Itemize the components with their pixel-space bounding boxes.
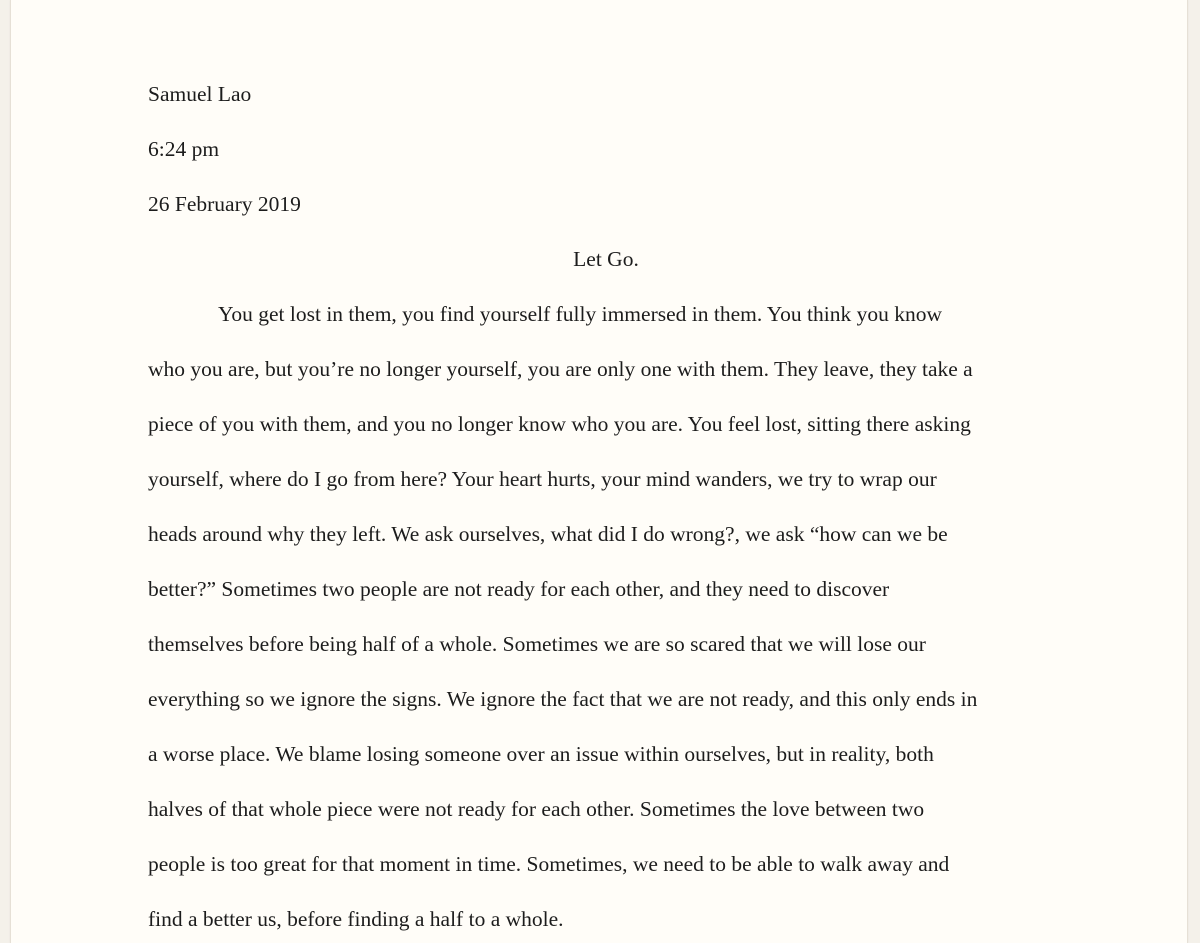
- body-line-10: halves of that whole piece were not ready for each other. Sometimes the love between two: [148, 797, 925, 821]
- essay-title: Let Go.: [573, 247, 639, 271]
- body-line-9: a worse place. We blame losing someone over an issue within ourselves, but in reality, both: [148, 742, 934, 766]
- body-line-4: yourself, where do I go from here? Your heart hurts, your mind wanders, we try to wrap our: [148, 467, 937, 491]
- time-line: 6:24 pm: [148, 137, 220, 161]
- body-line-6: better?” Sometimes two people are not ready for each other, and they need to discover: [148, 577, 890, 601]
- author-name: Samuel Lao: [148, 82, 252, 106]
- body-line-11: people is too great for that moment in time. Sometimes, we need to be able to walk away and: [148, 852, 950, 876]
- body-line-12: find a better us, before finding a half to a whole.: [148, 907, 564, 931]
- body-line-2: who you are, but you’re no longer yourself, you are only one with them. They leave, they take a: [148, 357, 973, 381]
- body-line-1: You get lost in them, you find yourself fully immersed in them. You think you know: [218, 302, 943, 326]
- body-line-8: everything so we ignore the signs. We ignore the fact that we are not ready, and this only ends in: [148, 687, 978, 711]
- body-line-5: heads around why they left. We ask ourselves, what did I do wrong?, we ask “how can we be: [148, 522, 948, 546]
- document-text: [148, 67, 1068, 943]
- body-line-7: themselves before being half of a whole. Sometimes we are so scared that we will lose our: [148, 632, 926, 656]
- body-line-3: piece of you with them, and you no longer know who you are. You feel lost, sitting there asking: [148, 412, 971, 436]
- date-line: 26 February 2019: [148, 192, 301, 216]
- document-page: [10, 0, 1188, 943]
